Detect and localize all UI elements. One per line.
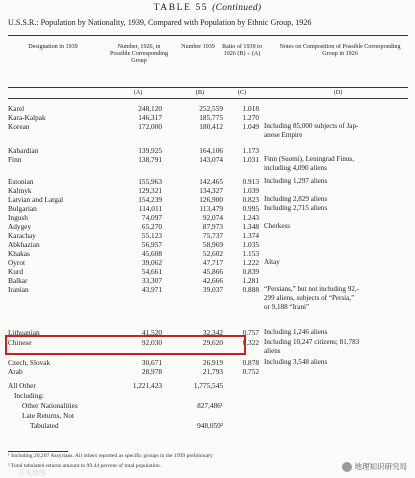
row-designation: Adygey bbox=[8, 222, 32, 231]
row-designation: Kurd bbox=[8, 267, 23, 276]
row-number-1926: 39,062 bbox=[141, 258, 162, 267]
row-number-1939: 126,900 bbox=[199, 195, 223, 204]
row-note: 299 aliens, subjects of “Persia,” bbox=[264, 294, 355, 302]
row-designation: Finn bbox=[8, 155, 22, 164]
row-number-1939: 252,559 bbox=[199, 104, 223, 113]
row-designation: All Other bbox=[8, 381, 36, 390]
row-ratio: 1.348 bbox=[242, 222, 259, 231]
row-number-1939: 143,074 bbox=[199, 155, 223, 164]
row-number-1926: 43,971 bbox=[141, 285, 162, 294]
row-designation: Karel bbox=[8, 104, 25, 113]
row-designation: Czech, Slovak bbox=[8, 358, 51, 367]
header-top-rule bbox=[8, 35, 408, 36]
row-number-1939: 164,106 bbox=[199, 146, 223, 155]
row-note: Including 1,297 aliens bbox=[264, 177, 328, 185]
row-note: Altay bbox=[264, 258, 280, 266]
row-number-1939: 45,866 bbox=[202, 267, 223, 276]
row-ratio: 1.243 bbox=[242, 213, 259, 222]
footnote-rule bbox=[8, 451, 68, 452]
table-continued-label: (Continued) bbox=[212, 3, 262, 13]
header-bottom-rule bbox=[8, 98, 408, 99]
row-number-1926: 172,000 bbox=[138, 122, 162, 131]
row-designation: Balkar bbox=[8, 276, 28, 285]
watermark-logo-icon bbox=[342, 462, 352, 472]
row-note: Finn (Suomi), Leningrad Finns, bbox=[264, 155, 355, 163]
row-number-1926: 33,307 bbox=[141, 276, 162, 285]
row-ratio: 0.752 bbox=[242, 367, 259, 376]
header-number-1939: Number 1939 bbox=[181, 44, 215, 50]
row-note: Including 2,829 aliens bbox=[264, 195, 328, 203]
row-number-1926: 248,120 bbox=[138, 104, 162, 113]
row-number-1939: 87,973 bbox=[202, 222, 223, 231]
watermark-left-text: 开天地图 bbox=[18, 469, 46, 477]
row-number-1939: 47,717 bbox=[202, 258, 223, 267]
row-number-1926: 30,671 bbox=[141, 358, 162, 367]
row-number-1926: 56,957 bbox=[141, 240, 162, 249]
row-number-1926: 92,030 bbox=[141, 338, 162, 347]
row-note: Including 2,715 aliens bbox=[264, 204, 328, 212]
row-number-1939: 26,919 bbox=[202, 358, 223, 367]
row-designation: Bulgarian bbox=[8, 204, 37, 213]
row-number-1939: 32,342 bbox=[202, 328, 223, 337]
table-caption: U.S.S.R.: Population by Nationality, 1939, Compared with Population by Ethnic Group, 1926 bbox=[8, 18, 312, 27]
row-ratio: 1.153 bbox=[242, 249, 259, 258]
row-number-1926: 139,925 bbox=[138, 146, 162, 155]
row-designation: Kabardian bbox=[8, 146, 39, 155]
row-ratio: 0.322 bbox=[242, 338, 259, 347]
watermark-text: 地理知识研究局 bbox=[354, 462, 407, 471]
row-ratio: 1.173 bbox=[242, 146, 259, 155]
row-designation: Khakas bbox=[8, 249, 30, 258]
row-number-1926: 74,097 bbox=[141, 213, 162, 222]
row-number-1939: 113,479 bbox=[199, 204, 223, 213]
row-ratio: 1.039 bbox=[242, 186, 259, 195]
row-designation: Kara-Kalpak bbox=[8, 113, 46, 122]
row-number-1926: 146,317 bbox=[138, 113, 162, 122]
column-letter-d: (D) bbox=[333, 89, 343, 96]
row-designation: Arab bbox=[8, 367, 23, 376]
row-note: Including 10,247 citizens; 81,783 bbox=[264, 338, 360, 346]
footnote-1: ¹ Including 20,207 Assyrians. All others reported as specific groups in the 1939 preliminary bbox=[8, 453, 213, 459]
row-designation: Tabulated bbox=[30, 421, 59, 430]
row-number-1939: 1,775,545 bbox=[193, 381, 223, 390]
row-number-1939: 58,969 bbox=[202, 240, 223, 249]
table-label: TABLE 55 bbox=[153, 3, 209, 13]
row-number-1939: 134,327 bbox=[199, 186, 223, 195]
row-number-1939: 52,602 bbox=[202, 249, 223, 258]
column-letter-b: (B) bbox=[195, 89, 205, 96]
column-letter-a: (A) bbox=[133, 89, 143, 96]
row-ratio: 1.049 bbox=[242, 122, 259, 131]
row-number-1926: 45,608 bbox=[141, 249, 162, 258]
row-designation: Ingush bbox=[8, 213, 28, 222]
row-ratio: 1.031 bbox=[242, 155, 259, 164]
row-designation: Estonian bbox=[8, 177, 34, 186]
watermark bbox=[342, 461, 408, 472]
row-ratio: 0.878 bbox=[242, 358, 259, 367]
row-note: Including 1,246 aliens bbox=[264, 328, 328, 336]
row-number-1939: 948,059² bbox=[197, 421, 223, 430]
row-designation: Korean bbox=[8, 122, 30, 131]
row-number-1926: 114,011 bbox=[138, 204, 162, 213]
row-number-1939: 827,486¹ bbox=[197, 401, 223, 410]
row-designation: Karachay bbox=[8, 231, 36, 240]
row-number-1926: 65,270 bbox=[141, 222, 162, 231]
row-ratio: 0.995 bbox=[242, 204, 259, 213]
row-number-1939: 180,412 bbox=[199, 122, 223, 131]
row-number-1939: 42,666 bbox=[202, 276, 223, 285]
column-letter-c: (C) bbox=[237, 89, 247, 96]
row-number-1939: 92,074 bbox=[202, 213, 223, 222]
row-ratio: 1.374 bbox=[242, 231, 259, 240]
row-ratio: 0.757 bbox=[242, 328, 259, 337]
header-number-1926: Number, 1926, in Possible Corresponding Group bbox=[109, 44, 169, 65]
row-number-1926: 129,321 bbox=[138, 186, 162, 195]
row-designation: Oyrot bbox=[8, 258, 26, 267]
row-designation: Iranian bbox=[8, 285, 29, 294]
row-number-1939: 185,775 bbox=[199, 113, 223, 122]
row-number-1926: 154,239 bbox=[138, 195, 162, 204]
row-ratio: 0.888 bbox=[242, 285, 259, 294]
row-ratio: 1.035 bbox=[242, 240, 259, 249]
row-number-1939: 142,465 bbox=[199, 177, 223, 186]
row-designation: Late Returns, Not bbox=[22, 411, 75, 420]
row-number-1939: 75,737 bbox=[202, 231, 223, 240]
row-number-1926: 54,661 bbox=[141, 267, 162, 276]
row-number-1939: 39,037 bbox=[202, 285, 223, 294]
header-designation: Designation in 1939 bbox=[28, 44, 78, 50]
header-notes: Notes on Composition of Possible Corresponding Group in 1926 bbox=[279, 44, 401, 58]
row-designation: Kalmyk bbox=[8, 186, 32, 195]
row-number-1939: 29,620 bbox=[202, 338, 223, 347]
row-designation: Other Nationalities bbox=[22, 401, 78, 410]
row-designation: Including: bbox=[14, 391, 44, 400]
row-ratio: 0.823 bbox=[242, 195, 259, 204]
row-note: including 4,090 aliens bbox=[264, 164, 327, 172]
row-ratio: 1.018 bbox=[242, 104, 259, 113]
table-title bbox=[0, 3, 415, 13]
row-ratio: 0.913 bbox=[242, 177, 259, 186]
row-number-1926: 41,520 bbox=[141, 328, 162, 337]
row-number-1926: 1,221,423 bbox=[132, 381, 162, 390]
row-number-1926: 55,123 bbox=[141, 231, 162, 240]
footnote-2: ² Total tabulated returns amount to 99.44 percent of total population. bbox=[8, 463, 162, 469]
row-designation: Chinese bbox=[8, 338, 32, 347]
row-ratio: 0.839 bbox=[242, 267, 259, 276]
row-note: or 9,188 “Irani” bbox=[264, 303, 310, 311]
row-note: aliens bbox=[264, 347, 281, 355]
row-number-1926: 28,978 bbox=[141, 367, 162, 376]
row-note: Cherkess bbox=[264, 222, 291, 230]
row-number-1926: 155,963 bbox=[138, 177, 162, 186]
row-ratio: 1.222 bbox=[242, 258, 259, 267]
row-designation: Lithuanian bbox=[8, 328, 40, 337]
row-note: Including 85,000 subjects of Jap- bbox=[264, 122, 359, 130]
row-ratio: 1.270 bbox=[242, 113, 259, 122]
row-note: Including 3,548 aliens bbox=[264, 358, 328, 366]
header-ratio: Ratio of 1939 to 1926 (B) ÷ (A) bbox=[222, 44, 262, 58]
row-note: anese Empire bbox=[264, 131, 303, 139]
row-designation: Abkhazian bbox=[8, 240, 40, 249]
row-designation: Latvian and Latgal bbox=[8, 195, 64, 204]
row-number-1926: 138,791 bbox=[138, 155, 162, 164]
chinese-row-highlight bbox=[5, 335, 246, 355]
header-mid-rule bbox=[8, 87, 408, 88]
row-number-1939: 21,793 bbox=[202, 367, 223, 376]
row-note: “Persians,” but not including 92,- bbox=[264, 285, 359, 293]
row-ratio: 1.281 bbox=[242, 276, 259, 285]
